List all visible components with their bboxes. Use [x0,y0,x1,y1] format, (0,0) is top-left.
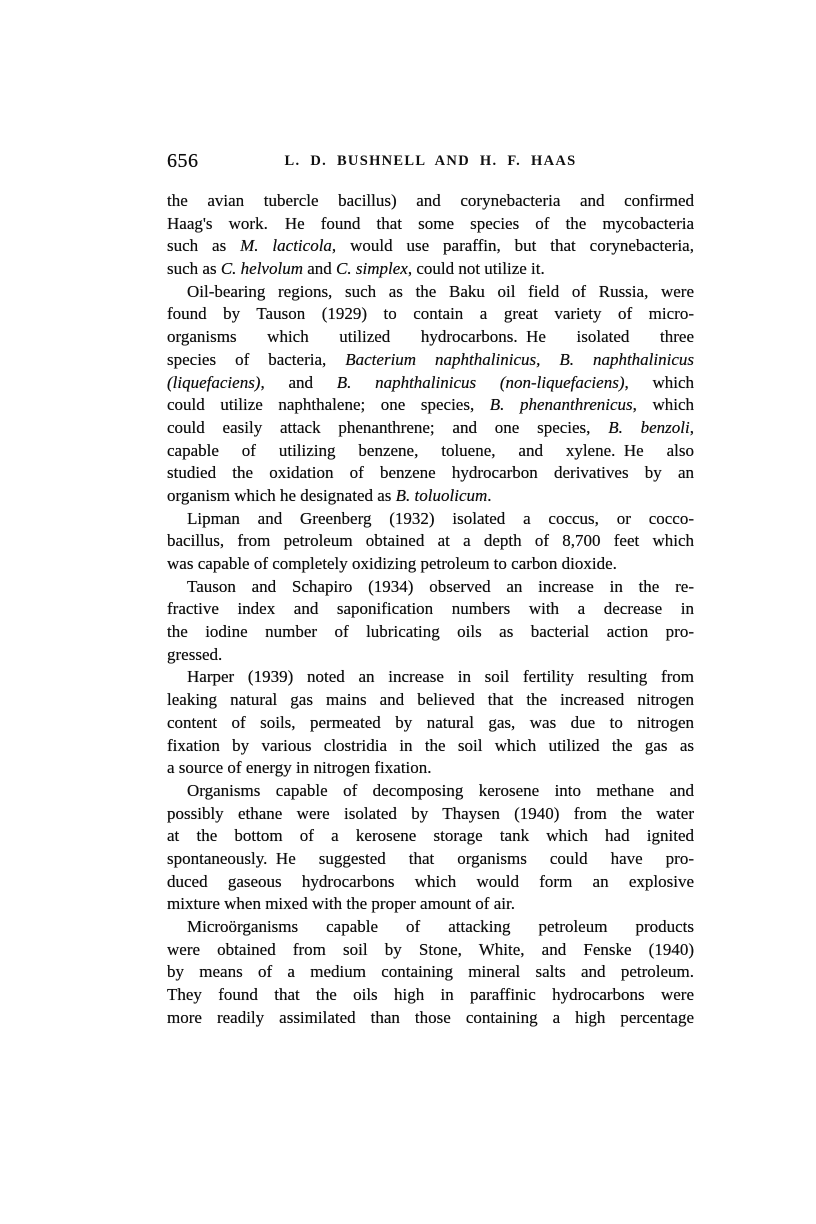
text-line [167,621,694,644]
text-segment: the iodine number of lubricating oils as bacterial action pro- [167,622,694,642]
paragraph [167,190,694,281]
text-line [167,644,694,667]
page-body [167,190,694,1029]
text-line [167,848,694,871]
text-line [167,666,694,689]
text-segment: could easily attack phenanthrene; and one species, [167,417,609,437]
text-segment: . [487,485,492,505]
text-segment: could utilize naphthalene; one species, [167,395,490,415]
text-segment: species of bacteria, [167,349,346,369]
text-segment: found by Tauson (1929) to contain a great variety of micro- [167,304,694,324]
text-line [167,281,694,304]
text-line [167,258,694,281]
text-line [167,372,694,395]
text-line [167,349,694,372]
text-segment: Lipman and Greenberg (1932) isolated a coccus, or cocco- [187,508,694,528]
text-line [167,462,694,485]
species-name-italic: C. simplex [336,259,408,279]
text-segment: at the bottom of a kerosene storage tank which had ignited [167,826,694,846]
text-segment: a source of energy in nitrogen fixation. [167,758,432,778]
text-segment: and [302,259,337,279]
text-segment: possibly ethane were isolated by Thaysen (1940) from the water [167,803,694,823]
text-segment: studied the oxidation of benzene hydrocarbon derivatives by an [167,463,694,483]
text-segment: fixation by various clostridia in the soil which utilized the gas as [167,735,694,755]
text-segment: duced gaseous hydrocarbons which would form an explosive [167,871,694,891]
text-line [167,576,694,599]
text-segment: , which [624,372,694,392]
paragraph [167,916,694,1029]
text-line [167,485,694,508]
text-line [167,508,694,531]
text-line [167,939,694,962]
text-segment: Organisms capable of decomposing kerosene into methane and [187,780,694,800]
text-line [167,326,694,349]
text-segment: capable of utilizing benzene, toluene, and xylene. He also [167,440,694,460]
text-segment: spontaneously. He suggested that organisms could have pro- [167,848,694,868]
text-line [167,1007,694,1030]
text-line [167,689,694,712]
text-segment: such as [167,236,241,256]
text-line [167,553,694,576]
text-line [167,213,694,236]
text-line [167,757,694,780]
text-segment: the avian tubercle bacillus) and corynebacteria and confirmed [167,191,694,210]
text-line [167,803,694,826]
paragraph [167,780,694,916]
text-segment: , and [260,372,337,392]
text-segment: gressed. [167,644,223,664]
page-number: 656 [167,150,199,172]
text-line [167,530,694,553]
text-segment: Tauson and Schapiro (1934) observed an increase in the re- [187,576,694,596]
paragraph [167,576,694,667]
running-title: L. D. BUSHNELL AND H. F. HAAS [284,153,577,169]
text-segment: was capable of completely oxidizing petroleum to carbon dioxide. [167,554,617,573]
text-segment: Oil-bearing regions, such as the Baku oil field of Russia, were [187,281,694,301]
text-segment: , would use paraffin, but that corynebacteria, [331,236,694,256]
text-segment: organism which he designated as [167,485,396,505]
page-header [167,150,694,174]
text-line [167,984,694,1007]
text-line [167,394,694,417]
species-name-italic: M. lacticola [240,236,332,256]
species-name-italic: B. naphthalinicus (non-liquefaciens) [336,372,625,392]
paragraph [167,666,694,779]
text-line [167,780,694,803]
text-line [167,961,694,984]
text-line [167,190,694,213]
text-line [167,417,694,440]
species-name-italic: C. helvolum [220,259,303,279]
species-name-italic: (liquefaciens) [167,372,261,392]
text-segment: They found that the oils high in paraffinic hydrocarbons were [167,985,694,1005]
species-name-italic: Bacterium naphthalinicus, B. naphthalinicus [345,349,694,369]
species-name-italic: B. toluolicum [395,485,488,505]
paragraph [167,281,694,508]
paragraph [167,508,694,576]
text-line [167,712,694,735]
text-segment: leaking natural gas mains and believed that the increased nitrogen [167,690,694,710]
text-segment: mixture when mixed with the proper amount of air. [167,894,515,914]
text-segment: such as [167,259,221,279]
text-segment: fractive index and saponification numbers with a decrease in [167,599,694,619]
text-line [167,598,694,621]
text-segment: , which [632,395,694,415]
text-line [167,871,694,894]
text-line [167,235,694,258]
text-line [167,303,694,326]
text-segment: Microörganisms capable of attacking petroleum products [187,917,694,936]
text-segment: bacillus, from petroleum obtained at a depth of 8,700 feet which [167,531,694,551]
text-line [167,440,694,463]
text-segment: Harper (1939) noted an increase in soil fertility resulting from [187,667,694,687]
text-segment: by means of a medium containing mineral salts and petroleum. [167,962,694,982]
species-name-italic: B. benzoli [608,417,690,437]
text-segment: Haag's work. He found that some species of the mycobacteria [167,213,694,233]
text-segment: , could not utilize it. [407,259,545,279]
text-line [167,916,694,939]
text-segment: , [689,417,694,437]
text-segment: more readily assimilated than those containing a high percentage [167,1007,694,1027]
text-segment: organisms which utilized hydrocarbons. He isolated three [167,327,694,347]
text-line [167,825,694,848]
text-line [167,735,694,758]
text-line [167,893,694,916]
text-segment: content of soils, permeated by natural gas, was due to nitrogen [167,712,694,732]
text-segment: were obtained from soil by Stone, White, and Fenske (1940) [167,939,694,959]
species-name-italic: B. phenanthrenicus [489,395,633,415]
